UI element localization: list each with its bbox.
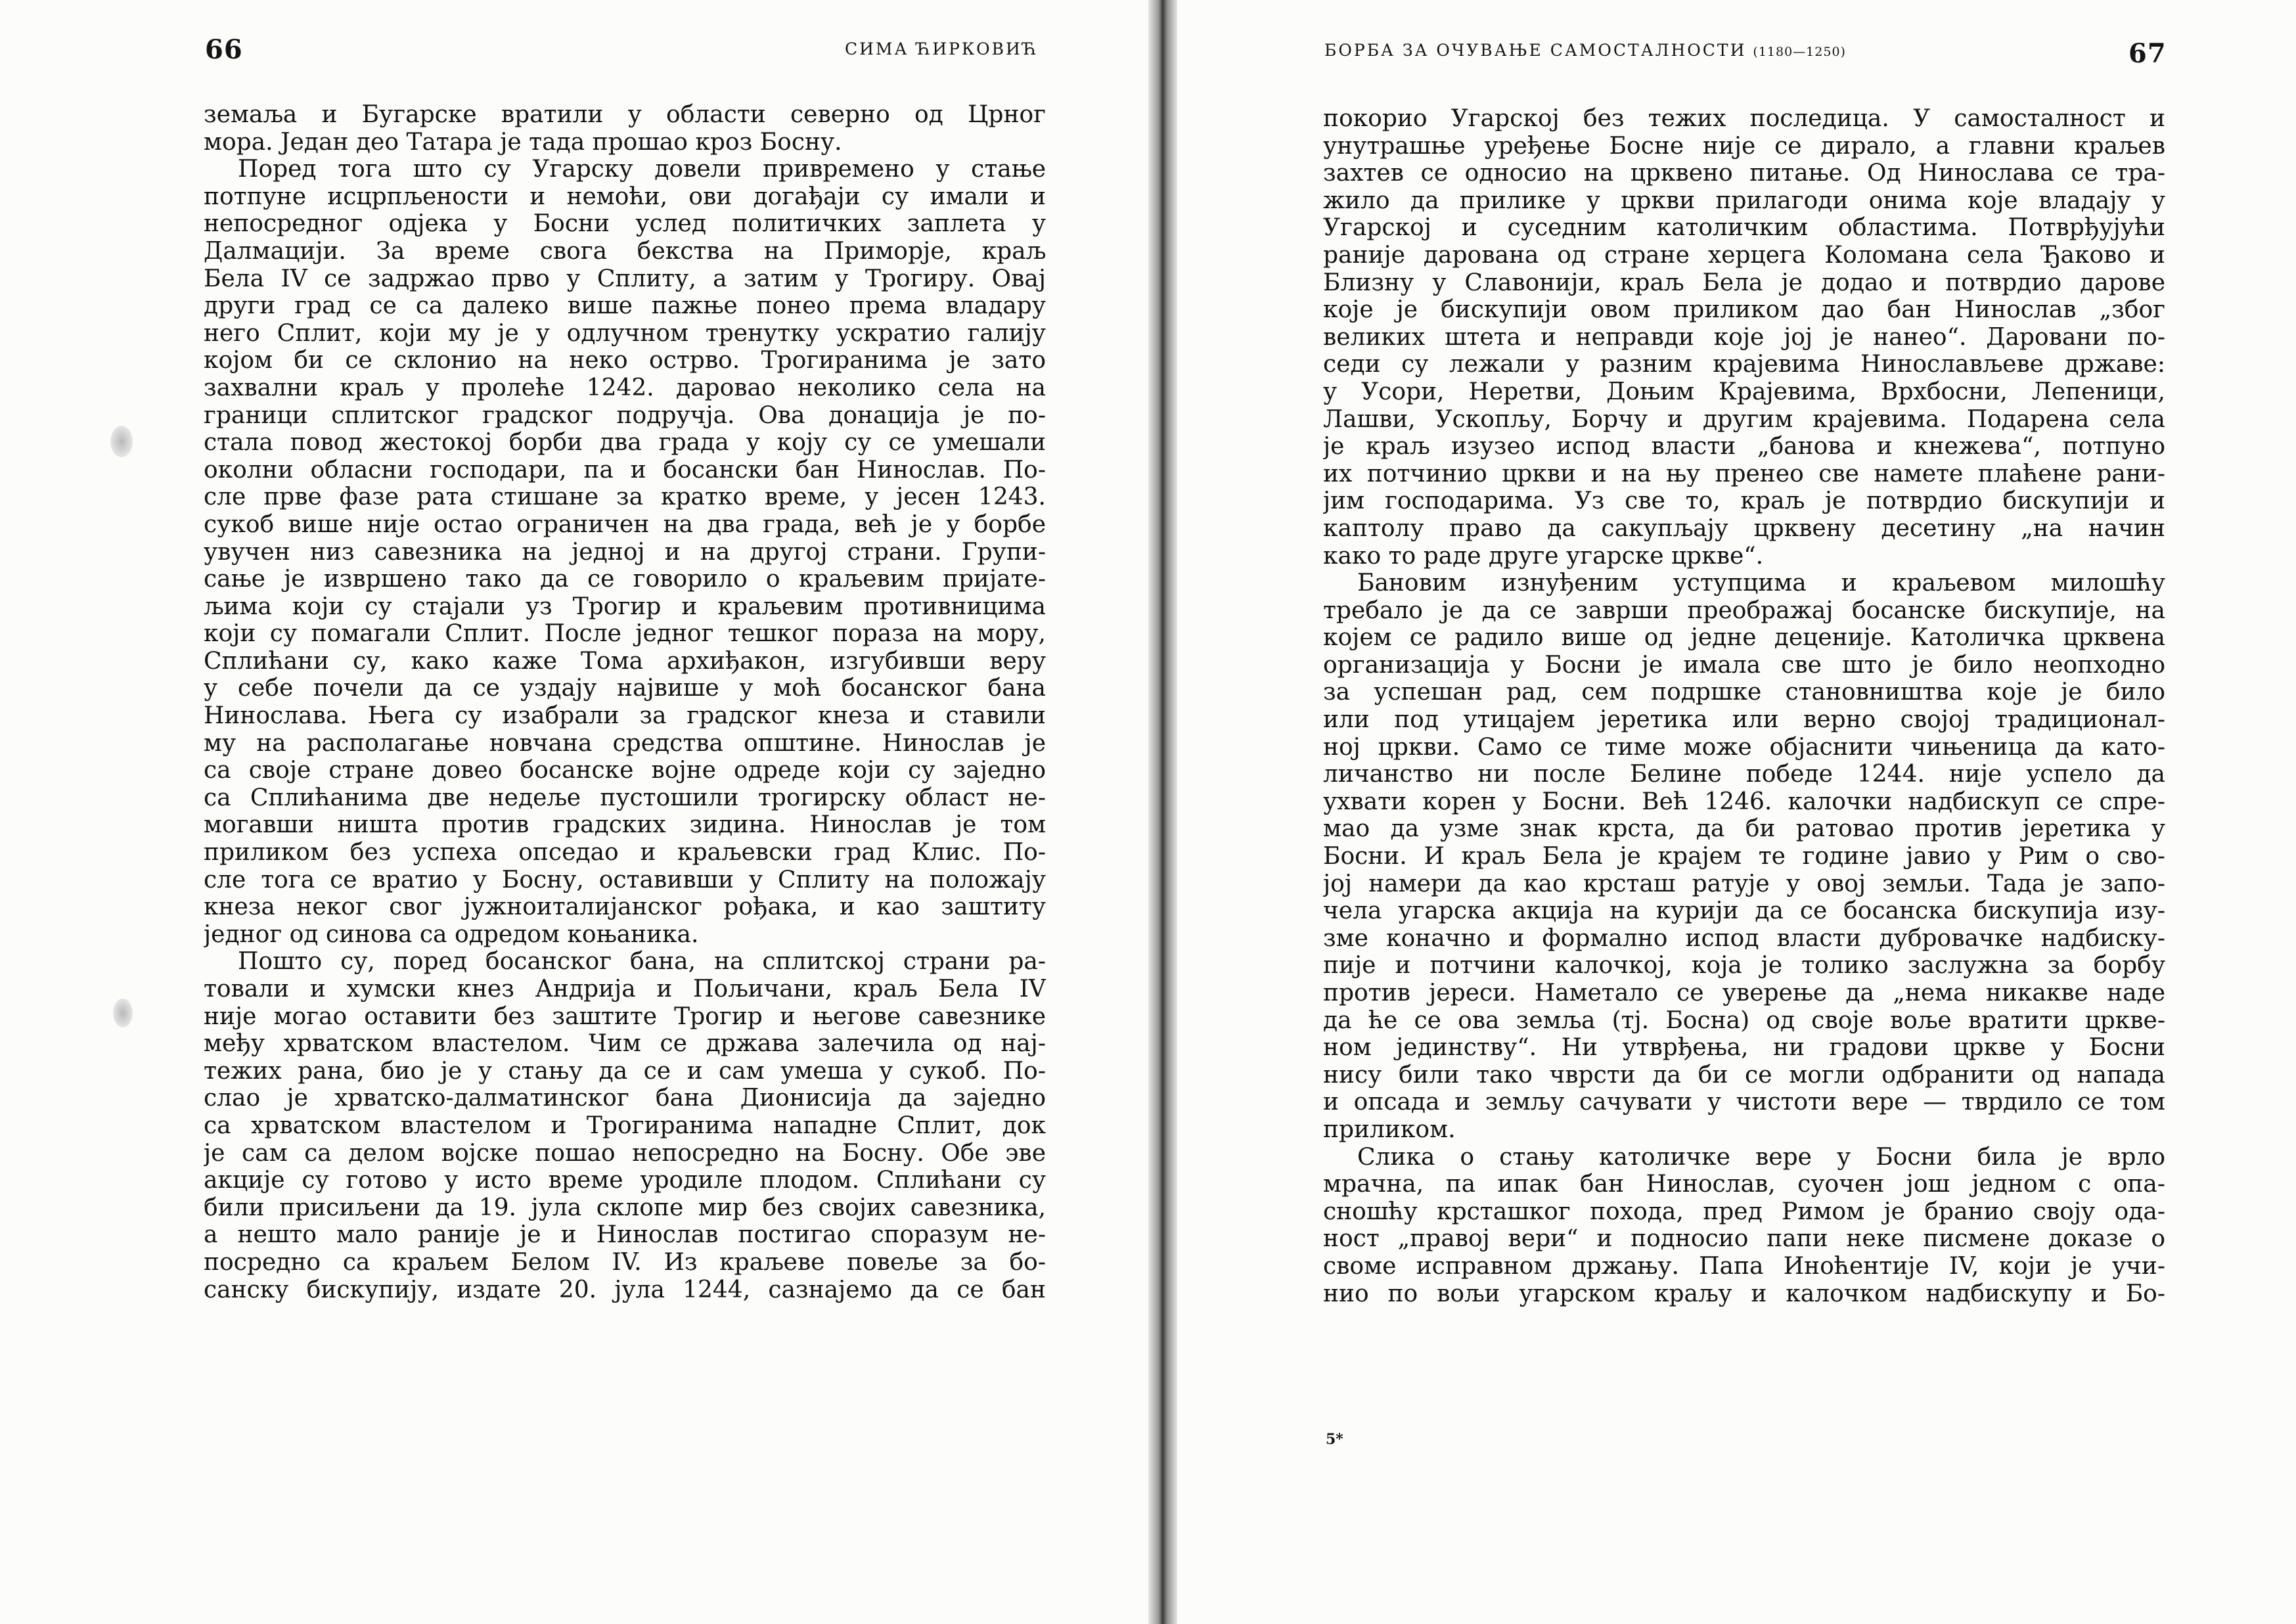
text-line: раније дарована од стране херцега Коломана села Ђаково и bbox=[1323, 241, 2165, 269]
text-line: зме коначно и формално испод власти дубровачке надбиску- bbox=[1323, 924, 2165, 952]
text-line: санску бискупију, издате 20. јула 1244, сазнајемо да се бан bbox=[204, 1276, 1046, 1303]
text-line: захвални краљ у пролеће 1242. даровао неколико села на bbox=[204, 374, 1046, 401]
text-line: којом би се склонио на неко острво. Трогиранима је зато bbox=[204, 347, 1046, 374]
text-line: приликом. bbox=[1323, 1116, 1456, 1143]
text-line: кнеза неког свог јужноиталијанског рођака, и као заштиту bbox=[204, 893, 1046, 921]
text-line: у Усори, Неретви, Доњим Крајевима, Врхбосни, Лепеници, bbox=[1323, 378, 2165, 405]
text-line: граници сплитског градског подручја. Ова донација је по- bbox=[204, 401, 1046, 429]
text-line: јој намери да као крсташ ратује у овој земљи. Тада је запо- bbox=[1323, 870, 2165, 897]
right-page bbox=[1177, 0, 2296, 1624]
text-line: покорио Угарској без тежих последица. У самосталност и bbox=[1323, 105, 2165, 132]
text-line: чела угарска акција на курији да се босанска бискупија изу- bbox=[1323, 897, 2165, 925]
text-line: приликом без успеха опседао и краљевски град Клис. По- bbox=[204, 839, 1046, 867]
text-line: мора. Један део Татара је тада прошао кроз Босну. bbox=[204, 128, 842, 156]
text-line: сукоб више није остао ограничен на два града, већ је у борбе bbox=[204, 510, 1046, 538]
text-line: мао да узме знак крста, да би ратовао против јеретика у bbox=[1323, 815, 2165, 843]
text-line: унутрашње уређење Босне није се дирало, а главни краљев bbox=[1323, 132, 2165, 160]
right-running-head-dates: (1180—1250) bbox=[1753, 45, 1846, 59]
text-line: није могао оставити без заштите Трогир и његове савезнике bbox=[204, 1003, 1046, 1030]
left-page-number: 66 bbox=[205, 34, 243, 65]
text-line: непосредног одјека у Босни услед политичких заплета у bbox=[204, 210, 1046, 238]
text-line: товали и хумски кнез Андрија и Пољичани, краљ Бела IV bbox=[204, 976, 1046, 1003]
text-line: земаља и Бугарске вратили у области северно од Црног bbox=[204, 101, 1046, 128]
text-line: него Сплит, који му је у одлучном тренутку ускратио галију bbox=[204, 319, 1046, 347]
text-line: му на располагање новчана средства општине. Нинослав је bbox=[204, 729, 1046, 757]
text-line: љима који су стајали уз Трогир и краљевим противницима bbox=[204, 593, 1046, 620]
text-line: Слика о стању католичке вере у Босни била је врло bbox=[1357, 1143, 2165, 1171]
text-line: стала повод жестокој борби два града у коју су се умешали bbox=[204, 429, 1046, 457]
text-line: сле прве фазе рата стишане за кратко време, у јесен 1243. bbox=[204, 484, 1046, 511]
text-line: јим господарима. Уз све то, краљ је потврдио бискупији и bbox=[1323, 487, 2165, 515]
text-line: посредно са краљем Белом IV. Из краљеве повеље за бо- bbox=[204, 1248, 1046, 1276]
text-line: Угарској и суседним католичким областима. Потврђујући bbox=[1323, 214, 2165, 242]
text-line: Босни. И краљ Бела је крајем те године јавио у Рим о сво- bbox=[1323, 843, 2165, 870]
text-line: мрачна, па ипак бан Нинослав, суочен још једном с опа- bbox=[1323, 1171, 2165, 1198]
text-line: којем се радило више од једне деценије. Католичка црквена bbox=[1323, 624, 2165, 652]
text-line: каптолу право да сакупљају црквену десетину „на начин bbox=[1323, 514, 2165, 542]
punch-hole-mark bbox=[110, 426, 133, 457]
text-line: једног од синова са одредом коњаника. bbox=[204, 920, 699, 948]
text-line: жило да прилике у цркви прилагоди онима које владају у bbox=[1323, 187, 2165, 214]
text-line: захтев се односио на црквено питање. Од Нинослава се тра- bbox=[1323, 160, 2165, 187]
text-line: великих штета и неправди које јој је нанео“. Даровани по- bbox=[1323, 323, 2165, 351]
text-line: са своје стране довео босанске војне одреде који су заједно bbox=[204, 757, 1046, 784]
text-line: је сам са делом војске пошао непосредно на Босну. Обе эве bbox=[204, 1139, 1046, 1167]
text-line: у себе почели да се уздају највише у моћ босанског бана bbox=[204, 675, 1046, 702]
text-line: или под утицајем јеретика или верно својој традиционал- bbox=[1323, 706, 2165, 734]
text-line: могавши ништа против градских зидина. Нинослав је том bbox=[204, 811, 1046, 839]
text-line: Близну у Славонији, краљ Бела је додао и потврдио дарове bbox=[1323, 269, 2165, 296]
text-line: ност „правој вери“ и подносио папи неке писмене доказе о bbox=[1323, 1225, 2165, 1253]
text-line: Бановим изнуђеним уступцима и краљевом милошћу bbox=[1357, 570, 2165, 597]
text-line: потпуне исцрпљености и немоћи, ови догађаји су имали и bbox=[204, 183, 1046, 210]
text-line: своме исправном држању. Папа Иноћентије IV, који је учи- bbox=[1323, 1252, 2165, 1280]
text-line: које је бискупији овом приликом дао бан Нинослав „због bbox=[1323, 296, 2165, 324]
text-line: који су помагали Сплит. После једног тешког пораза на мору, bbox=[204, 620, 1046, 648]
text-line: са хрватском властелом и Трогиранима нападне Сплит, док bbox=[204, 1112, 1046, 1139]
text-line: а нешто мало раније је и Нинослав постигао споразум не- bbox=[204, 1221, 1046, 1249]
text-line: како то раде друге угарске цркве“. bbox=[1323, 542, 1764, 570]
text-line: Лашви, Ускопљу, Борчу и другим крајевима. Подарена села bbox=[1323, 405, 2165, 433]
text-line: Сплићани су, како каже Тома архиђакон, изгубивши веру bbox=[204, 647, 1046, 675]
text-line: Поред тога што су Угарску довели привремено у стање bbox=[238, 156, 1046, 183]
text-line: околни обласни господари, па и босански бан Нинослав. По- bbox=[204, 456, 1046, 484]
text-line: увучен низ савезника на једној и на другој страни. Групи- bbox=[204, 538, 1046, 566]
text-line: слао је хрватско-далматинског бана Дионисија да заједно bbox=[204, 1085, 1046, 1112]
text-line: Нинослава. Њега су изабрали за градског кнеза и ставили bbox=[204, 702, 1046, 730]
text-line: нио по вољи угарском краљу и калочком надбискупу и Бо- bbox=[1323, 1280, 2165, 1307]
text-line: међу хрватском властелом. Чим се држава залечила од нај- bbox=[204, 1030, 1046, 1058]
text-line: требало је да се заврши преображај босанске бискупије, на bbox=[1323, 597, 2165, 624]
text-line: Далмацији. За време свога бекства на Приморје, краљ bbox=[204, 237, 1046, 265]
text-line: их потчинио цркви и на њу пренео све намете плаћене рани- bbox=[1323, 460, 2165, 487]
text-line: против јереси. Наметало се уверење да „нема никакве наде bbox=[1323, 980, 2165, 1006]
text-line: Пошто су, поред босанског бана, на сплитској страни ра- bbox=[238, 948, 1046, 976]
left-body-text bbox=[204, 101, 1046, 1303]
text-line: акције су готово у исто време уродиле плодом. Сплићани су bbox=[204, 1167, 1046, 1194]
text-line: нису били тако чврсти да би се могли одбранити од напада bbox=[1323, 1061, 2165, 1089]
text-line: ној цркви. Само се тиме може објаснити чињеница да като- bbox=[1323, 733, 2165, 761]
book-gutter bbox=[1148, 0, 1177, 1624]
punch-hole-mark bbox=[113, 999, 133, 1027]
text-line: тежих рана, био је у стању да се и сам умеша у сукоб. По- bbox=[204, 1057, 1046, 1085]
text-line: ухвати корен у Босни. Већ 1246. калочки надбискуп се спре- bbox=[1323, 788, 2165, 815]
right-body-text bbox=[1323, 105, 2165, 1307]
text-line: ном јединству“. Ни утврђења, ни градови цркве у Босни bbox=[1323, 1034, 2165, 1062]
text-line: Бела IV се задржао прво у Сплиту, а затим у Трогиру. Овај bbox=[204, 265, 1046, 292]
right-running-head bbox=[1324, 41, 1846, 60]
text-line: за успешан рад, сем подршке становништва које је било bbox=[1323, 679, 2165, 706]
text-line: сношћу крсташког похода, пред Римом је бранио своју ода- bbox=[1323, 1198, 2165, 1225]
text-line: сање је извршено тако да се говорило о краљевим пријате- bbox=[204, 566, 1046, 593]
text-line: личанство ни после Белине победе 1244. није успело да bbox=[1323, 761, 2165, 788]
text-line: били присиљени да 19. јула склопе мир без својих савезника, bbox=[204, 1194, 1046, 1221]
text-line: је краљ изузео испод власти „банова и кнежева“, потпуно bbox=[1323, 433, 2165, 461]
text-line: други град се са далеко више пажње понео према владару bbox=[204, 292, 1046, 320]
text-line: организација у Босни је имала све што је било неопходно bbox=[1323, 651, 2165, 679]
right-page-number: 67 bbox=[2128, 38, 2167, 69]
text-line: са Сплићанима две недеље пустошили трогирску област не- bbox=[204, 784, 1046, 811]
text-line: пије и потчини калочкој, која је толико заслужна за борбу bbox=[1323, 952, 2165, 980]
left-running-head: СИМА ЋИРКОВИЋ bbox=[845, 39, 1039, 58]
text-line: сле тога се вратио у Босну, оставивши у Сплиту на положају bbox=[204, 866, 1046, 893]
text-line: и опсада и земљу сачувати у чистоти вере — тврдило се том bbox=[1323, 1089, 2165, 1116]
text-line: седи су лежали у разним крајевима Нинослављеве државе: bbox=[1323, 351, 2165, 378]
signature-mark: 5* bbox=[1326, 1431, 1343, 1448]
right-running-head-title: БОРБА ЗА ОЧУВАЊЕ САМОСТАЛНОСТИ bbox=[1324, 41, 1747, 60]
text-line: да ће се ова земља (тј. Босна) од своје воље вратити црквe- bbox=[1323, 1006, 2165, 1034]
